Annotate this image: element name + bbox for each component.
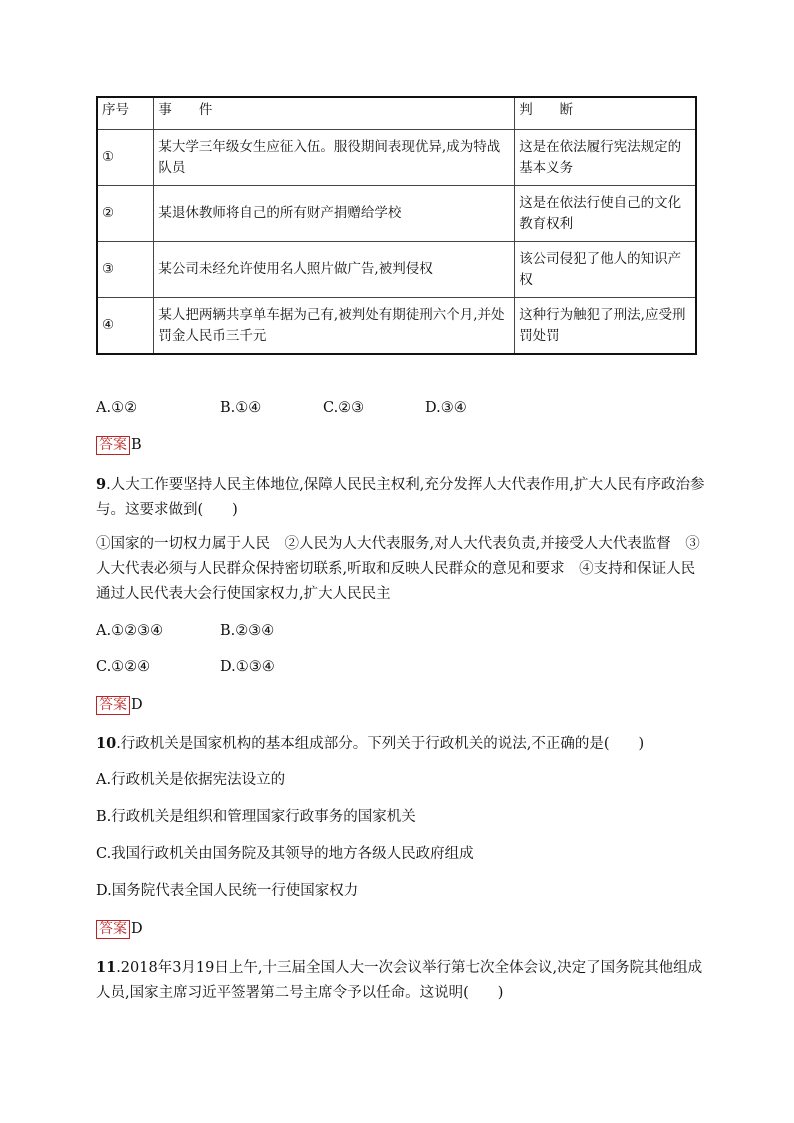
table-row — [97, 298, 696, 354]
answer-badge: 答案 — [96, 920, 130, 939]
row-judgment: 这是在依法履行宪法规定的基本义务 — [515, 130, 696, 186]
row-event: 某大学三年级女生应征入伍。服役期间表现优异,成为特战队员 — [154, 130, 515, 186]
table-row — [97, 130, 696, 186]
row-number: ② — [97, 186, 154, 242]
q10-option-b: B.行政机关是组织和管理国家行政事务的国家机关 — [96, 809, 416, 825]
table-row — [97, 186, 696, 242]
header-judgment: 判 断 — [515, 97, 696, 130]
row-event: 某退休教师将自己的所有财产捐赠给学校 — [154, 186, 515, 242]
answer-badge: 答案 — [96, 696, 130, 715]
row-number: ④ — [97, 298, 154, 354]
q8-option-a: A.①② — [96, 400, 138, 416]
question-text: .2018年3月19日上午,十三届全国人大一次会议举行第七次全体会议,决定了国务院其他组成人员,国家主席习近平签署第二号主席令予以任命。这说明( ) — [96, 960, 703, 1001]
row-judgment: 该公司侵犯了他人的知识产权 — [515, 242, 696, 298]
table-header-row — [97, 97, 696, 130]
q9-option-a: A.①②③④ — [96, 623, 164, 639]
question-number: 9 — [96, 476, 107, 493]
q8-option-b: B.①④ — [220, 400, 262, 416]
answer-value: B — [131, 437, 142, 453]
q10-option-d: D.国务院代表全国人民统一行使国家权力 — [96, 883, 359, 899]
q11-stem — [96, 955, 706, 1006]
question-number: 10 — [96, 735, 117, 752]
header-seq: 序号 — [97, 97, 154, 130]
question-text: .人大工作要坚持人民主体地位,保障人民民主权利,充分发挥人大代表作用,扩大人民有序政治参与。这要求做到( ) — [96, 477, 705, 518]
q8-answer — [96, 435, 142, 455]
q9-answer — [96, 695, 143, 715]
q10-stem — [96, 731, 706, 757]
row-number: ① — [97, 130, 154, 186]
question-text: .行政机关是国家机构的基本组成部分。下列关于行政机关的说法,不正确的是( ) — [116, 736, 645, 752]
row-event: 某人把两辆共享单车据为己有,被判处有期徒刑六个月,并处罚金人民币三千元 — [154, 298, 515, 354]
events-table — [96, 96, 697, 355]
q10-option-c: C.我国行政机关由国务院及其领导的地方各级人民政府组成 — [96, 846, 474, 862]
q9-statements: ①国家的一切权力属于人民 ②人民为人大代表服务,对人大代表负责,并接受人大代表监督 ③人大代表必须与人民群众保持密切联系,听取和反映人民群众的意见和要求 ④支持和保证人民通过人民代表大会行使国家权力,扩大人民民主 — [96, 536, 700, 602]
q10-answer — [96, 919, 143, 939]
answer-value: D — [131, 697, 143, 713]
row-event: 某公司未经允许使用名人照片做广告,被判侵权 — [154, 242, 515, 298]
q9-option-c: C.①②④ — [96, 659, 151, 675]
q9-option-b: B.②③④ — [220, 623, 275, 639]
row-judgment: 这是在依法行使自己的文化教育权利 — [515, 186, 696, 242]
q9-option-d: D.①③④ — [220, 659, 275, 675]
header-event: 事 件 — [154, 97, 515, 130]
q8-option-c: C.②③ — [323, 400, 365, 416]
question-number: 11 — [96, 959, 117, 976]
answer-value: D — [131, 921, 143, 937]
q9-stem — [96, 472, 706, 523]
answer-badge: 答案 — [96, 436, 130, 455]
table-row — [97, 242, 696, 298]
row-judgment: 这种行为触犯了刑法,应受刑罚处罚 — [515, 298, 696, 354]
q8-option-d: D.③④ — [425, 400, 467, 416]
q10-option-a: A.行政机关是依据宪法设立的 — [96, 772, 286, 788]
row-number: ③ — [97, 242, 154, 298]
